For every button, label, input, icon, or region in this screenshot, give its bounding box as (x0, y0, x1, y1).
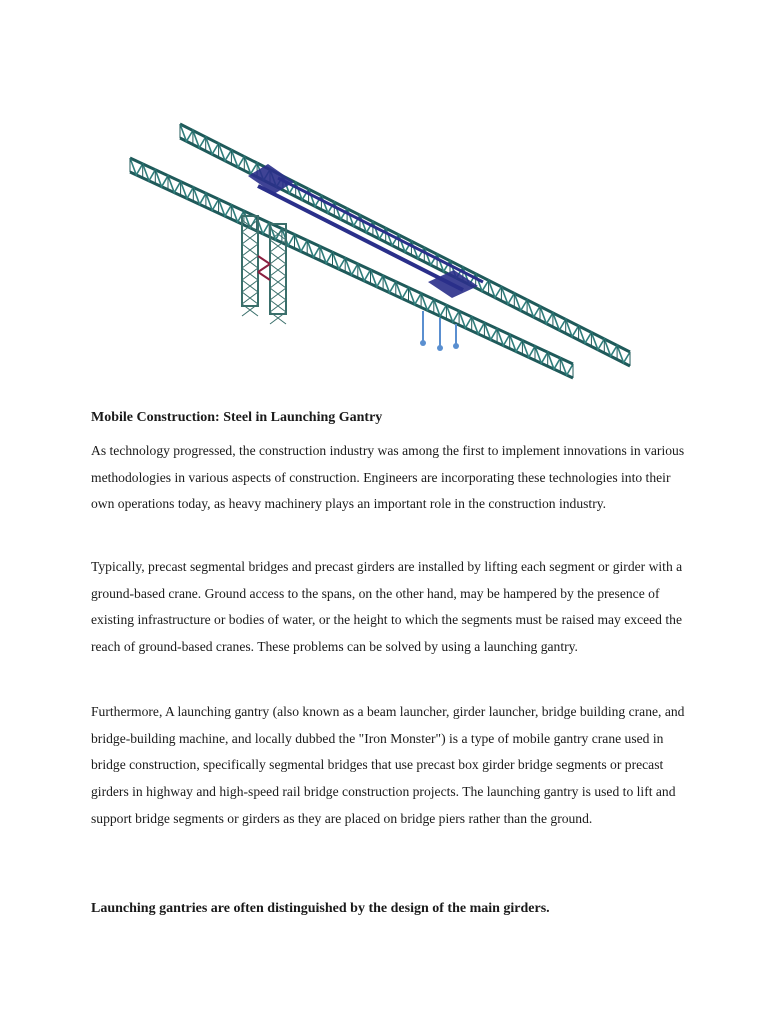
closing-statement: Launching gantries are often distinguished by the design of the main girders. (91, 901, 550, 916)
lower-girder-web (130, 158, 573, 375)
lower-girder-verticals (130, 158, 573, 378)
upper-girder-top-chord (180, 124, 630, 352)
support-foot-1 (420, 340, 426, 346)
launching-gantry-illustration (118, 96, 650, 398)
deck-beam-2 (278, 178, 483, 282)
lower-girder-top-chord (130, 158, 573, 364)
support-foot-2 (437, 345, 443, 351)
pier-cross-bracing (258, 256, 270, 280)
paragraph-3: Furthermore, A launching gantry (also known as a beam launcher, girder launcher, bridge building crane, and bridge-building machine, and locally dubbed the "Iron Monster") is a type of mobile gantry crane used in bridge construction, specifically segmental bridges that use precast box girder bridge segments or precast girders in highway and high-speed rail bridge construction projects. The launching gantry is used to lift and support bridge segments or girders as they are placed on bridge piers rather than the ground. (91, 704, 685, 826)
paragraph-2: Typically, precast segmental bridges and precast girders are installed by lifting each segment or girder with a ground-based crane. Ground access to the spans, on the other hand, may be hampered by the presence of existing infrastructure or bodies of water, or the height to which the segments must be raised may exceed the reach of ground-based cranes. These problems can be solved by using a launching gantry. (91, 559, 683, 655)
section-title: Mobile Construction: Steel in Launching Gantry (91, 410, 383, 425)
deck-beam (258, 186, 463, 290)
pier-left-bracing (242, 220, 258, 316)
launching-gantry-drawing (118, 96, 650, 398)
support-foot-3 (453, 343, 459, 349)
upper-girder-verticals (180, 124, 630, 366)
paragraph-1: As technology progressed, the construction industry was among the first to implement innovations in various methodologies in various aspects of construction. Engineers are incorporating these technologies into their own operations today, as heavy machinery plays an important role in the construction industry. (91, 443, 685, 512)
